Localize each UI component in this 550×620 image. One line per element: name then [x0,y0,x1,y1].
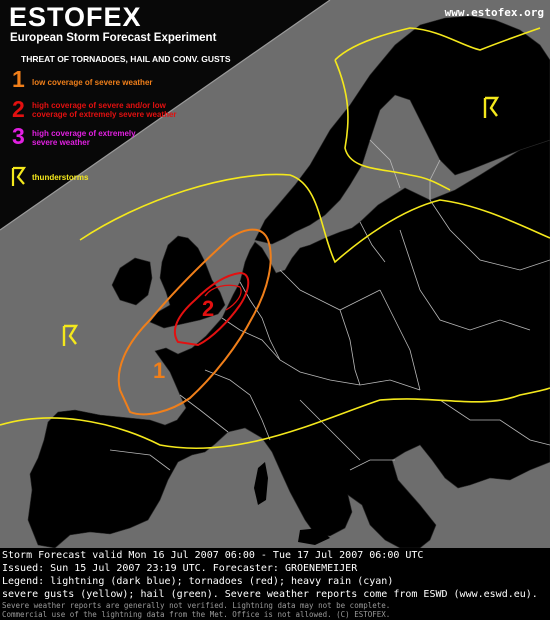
footer-issued-line: Issued: Sun 15 Jul 2007 23:19 UTC. Forecaster: GROENEMEIJER [2,563,358,574]
footer-valid-line: Storm Forecast valid Mon 16 Jul 2007 06:00 - Tue 17 Jul 2007 06:00 UTC [2,550,424,561]
threat-heading: THREAT OF TORNADOES, HAIL AND CONV. GUSTS [21,54,231,64]
forecast-footer [0,548,550,620]
legend-level2-text: high coverage of severe and/or low coverage of extremely severe weather [32,101,177,119]
legend-thunderstorms-text: thunderstorms [32,173,89,182]
level1-map-label: 1 [153,358,166,383]
footer-legend-line: Legend: lightning (dark blue); tornadoes (red); heavy rain (cyan) [2,576,394,587]
legend-level3-number: 3 [12,123,25,149]
footer-note-1: Severe weather reports are generally not verified. Lightning data may not be complete. [2,601,391,610]
level2-map-label: 2 [202,296,215,321]
legend-level1-number: 1 [12,66,25,92]
legend-level1-text: low coverage of severe weather [32,78,153,87]
website-link[interactable]: www.estofex.org [444,6,544,19]
legend-level2-number: 2 [12,96,25,122]
brand-title: ESTOFEX [9,2,142,32]
brand-subtitle: European Storm Forecast Experiment [10,32,217,44]
lightning-bolt-icon [10,166,28,188]
legend-level3-text: high coverage of extremely severe weather [32,129,136,147]
footer-note-2: Commercial use of the lightning data from the Met. Office is not allowed. (C) ESTOFEX. [2,610,391,619]
footer-legend-line-2: severe gusts (yellow); hail (green). Severe weather reports come from ESWD (www.eswd.eu). [2,589,538,600]
